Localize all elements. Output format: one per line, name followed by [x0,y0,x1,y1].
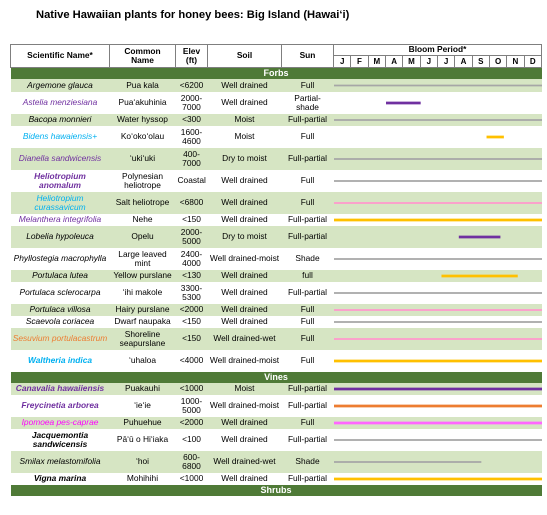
elevation-cell: 2400-4000 [176,248,208,270]
elevation-cell: <300 [176,114,208,126]
header-sun: Sun [282,45,334,68]
bloom-period-cell [334,350,542,372]
table-row [11,92,542,114]
sun-cell: Full-partial [282,282,334,304]
header-scientific-name: Scientific Name* [11,45,110,68]
common-name-cell: Pā‘ū o Hi‘iaka [110,429,176,451]
month-header: A [385,56,402,68]
table-row [11,429,542,451]
common-name-cell: Ko‘oko‘olau [110,126,176,148]
common-name-cell: Water hyssop [110,114,176,126]
bloom-bar-chart [334,126,542,148]
header-common-name: Common Name [110,45,176,68]
elevation-cell: <130 [176,270,208,282]
scientific-name-cell: Canavalia hawaiiensis [11,383,110,395]
bloom-bar-chart [334,473,542,485]
elevation-cell: 1600-4600 [176,126,208,148]
scientific-name-cell: Lobelia hypoleuca [11,226,110,248]
soil-cell: Moist [208,126,282,148]
plant-table [10,44,542,496]
section-label: Vines [11,372,542,383]
sun-cell: Full [282,192,334,214]
sun-cell: Full-partial [282,429,334,451]
soil-cell: Well drained [208,316,282,328]
scientific-name-cell: Smilax melastomifolia [11,451,110,473]
bloom-bar-chart [334,92,542,114]
elevation-cell: <6800 [176,192,208,214]
sun-cell: Shade [282,451,334,473]
month-header: N [507,56,524,68]
bloom-bar-chart [334,248,542,270]
elevation-cell: 2000-5000 [176,226,208,248]
table-row [11,350,542,372]
bloom-bar-chart [334,282,542,304]
month-header: J [420,56,437,68]
bloom-period-cell [334,473,542,485]
month-header: F [351,56,368,68]
bloom-period-cell [334,328,542,350]
table-row [11,270,542,282]
elevation-cell: 1000-5000 [176,395,208,417]
table-row [11,114,542,126]
sun-cell: Full-partial [282,226,334,248]
sun-cell: Full-partial [282,473,334,485]
sun-cell: Full [282,79,334,92]
soil-cell: Well drained [208,214,282,226]
elevation-cell: <150 [176,328,208,350]
elevation-cell: <150 [176,214,208,226]
bloom-period-cell [334,92,542,114]
sun-cell: Full [282,170,334,192]
bloom-bar-chart [334,79,542,92]
scientific-name-cell: Heliotropium anomalum [11,170,110,192]
bloom-bar-chart [334,451,542,473]
common-name-cell: ‘ie‘ie [110,395,176,417]
soil-cell: Well drained [208,304,282,316]
table-row [11,170,542,192]
elevation-cell: <1000 [176,383,208,395]
sun-cell: Full [282,350,334,372]
scientific-name-cell: Heliotropium curassavicum [11,192,110,214]
sun-cell: Full [282,417,334,429]
bloom-bar-chart [334,350,542,372]
soil-cell: Well drained [208,79,282,92]
scientific-name-cell: Vigna marina [11,473,110,485]
scientific-name-cell: Ipomoea pes-caprae [11,417,110,429]
bloom-period-cell [334,451,542,473]
sun-cell: Full [282,304,334,316]
table-row [11,214,542,226]
scientific-name-cell: Portulaca villosa [11,304,110,316]
common-name-cell: Shoreline seapurslane [110,328,176,350]
month-header: J [334,56,351,68]
elevation-cell: <4000 [176,350,208,372]
sun-cell: Partial-shade [282,92,334,114]
elevation-cell: <1000 [176,473,208,485]
month-header: M [403,56,420,68]
soil-cell: Well drained-wet [208,328,282,350]
elevation-cell: 3300-5300 [176,282,208,304]
scientific-name-cell: Waltheria indica [11,350,110,372]
scientific-name-cell: Dianella sandwicensis [11,148,110,170]
soil-cell: Moist [208,383,282,395]
soil-cell: Well drained-moist [208,350,282,372]
month-header: O [489,56,506,68]
common-name-cell: Puakauhi [110,383,176,395]
elevation-cell: <100 [176,429,208,451]
sun-cell: Shade [282,248,334,270]
bloom-period-cell [334,304,542,316]
table-row [11,328,542,350]
bloom-period-cell [334,429,542,451]
elevation-cell: Coastal [176,170,208,192]
common-name-cell: Hairy purslane [110,304,176,316]
section-row [11,485,542,496]
elevation-cell: 600-6800 [176,451,208,473]
soil-cell: Dry to moist [208,148,282,170]
sun-cell: Full-partial [282,395,334,417]
scientific-name-cell: Melanthera integrifolia [11,214,110,226]
bloom-bar-chart [334,383,542,395]
bloom-bar-chart [334,328,542,350]
table-row [11,192,542,214]
bloom-period-cell [334,214,542,226]
sun-cell: Full [282,328,334,350]
soil-cell: Well drained-moist [208,395,282,417]
scientific-name-cell: Scaevola coriacea [11,316,110,328]
month-header: M [368,56,385,68]
soil-cell: Well drained-wet [208,451,282,473]
section-row [11,372,542,383]
soil-cell: Well drained [208,473,282,485]
bloom-period-cell [334,114,542,126]
soil-cell: Well drained-moist [208,248,282,270]
month-header: J [437,56,454,68]
sun-cell: Full [282,316,334,328]
bloom-bar-chart [334,316,542,328]
table-row [11,282,542,304]
bloom-bar-chart [334,270,542,282]
soil-cell: Well drained [208,429,282,451]
common-name-cell: Mohihihi [110,473,176,485]
table-row [11,304,542,316]
bloom-bar-chart [334,170,542,192]
common-name-cell: ‘ihi makole [110,282,176,304]
bloom-bar-chart [334,148,542,170]
elevation-cell: <150 [176,316,208,328]
month-header: S [472,56,489,68]
sun-cell: Full-partial [282,214,334,226]
elevation-cell: 2000-7000 [176,92,208,114]
common-name-cell: Nehe [110,214,176,226]
header-bloom-period: Bloom Period* [334,45,542,56]
sun-cell: Full-partial [282,114,334,126]
scientific-name-cell: Freycinetia arborea [11,395,110,417]
bloom-period-cell [334,383,542,395]
bloom-bar-chart [334,114,542,126]
table-row [11,148,542,170]
bloom-period-cell [334,226,542,248]
common-name-cell: Dwarf naupaka [110,316,176,328]
scientific-name-cell: Astelia menziesiana [11,92,110,114]
section-row [11,68,542,80]
soil-cell: Dry to moist [208,226,282,248]
elevation-cell: <2000 [176,417,208,429]
bloom-period-cell [334,148,542,170]
bloom-bar-chart [334,429,542,451]
bloom-period-cell [334,395,542,417]
bloom-period-cell [334,417,542,429]
scientific-name-cell: Argemone glauca [11,79,110,92]
table-body [11,68,542,497]
sun-cell: Full-partial [282,383,334,395]
soil-cell: Well drained [208,282,282,304]
soil-cell: Well drained [208,170,282,192]
common-name-cell: Pua kala [110,79,176,92]
bloom-period-cell [334,79,542,92]
bloom-period-cell [334,126,542,148]
header-elevation: Elev (ft) [176,45,208,68]
bloom-period-cell [334,170,542,192]
page-title: Native Hawaiian plants for honey bees: Big Island (Hawai‘i) [36,9,350,21]
common-name-cell: Salt heliotrope [110,192,176,214]
month-header: D [524,56,541,68]
sun-cell: Full [282,126,334,148]
month-header: A [455,56,472,68]
scientific-name-cell: Phyllostegia macrophylla [11,248,110,270]
soil-cell: Well drained [208,270,282,282]
scientific-name-cell: Bacopa monnieri [11,114,110,126]
common-name-cell: Large leaved mint [110,248,176,270]
bloom-bar-chart [334,192,542,214]
bloom-bar-chart [334,226,542,248]
table-row [11,395,542,417]
table-row [11,383,542,395]
soil-cell: Well drained [208,92,282,114]
elevation-cell: 400-7000 [176,148,208,170]
soil-cell: Well drained [208,192,282,214]
common-name-cell: ‘hoi [110,451,176,473]
scientific-name-cell: Sesuvium portulacastrum [11,328,110,350]
common-name-cell: Puhuehue [110,417,176,429]
scientific-name-cell: Portulaca sclerocarpa [11,282,110,304]
sun-cell: full [282,270,334,282]
elevation-cell: <6200 [176,79,208,92]
common-name-cell: ‘uhaloa [110,350,176,372]
bloom-bar-chart [334,304,542,316]
table-row [11,473,542,485]
table-row [11,316,542,328]
scientific-name-cell: Jacquemontia sandwicensis [11,429,110,451]
bloom-period-cell [334,270,542,282]
table-row [11,126,542,148]
common-name-cell: Yellow purslane [110,270,176,282]
scientific-name-cell: Bidens hawaiensis+ [11,126,110,148]
elevation-cell: <2000 [176,304,208,316]
bloom-bar-chart [334,417,542,429]
bloom-period-cell [334,316,542,328]
table-row [11,451,542,473]
section-label: Shrubs [11,485,542,496]
sun-cell: Full-partial [282,148,334,170]
table-row [11,417,542,429]
section-label: Forbs [11,68,542,80]
header-soil: Soil [208,45,282,68]
bloom-bar-chart [334,214,542,226]
common-name-cell: ‘uki‘uki [110,148,176,170]
soil-cell: Moist [208,114,282,126]
table-row [11,248,542,270]
common-name-cell: Opelu [110,226,176,248]
soil-cell: Well drained [208,417,282,429]
bloom-period-cell [334,248,542,270]
scientific-name-cell: Portulaca lutea [11,270,110,282]
bloom-period-cell [334,282,542,304]
table-row [11,226,542,248]
table-row [11,79,542,92]
bloom-bar-chart [334,395,542,417]
common-name-cell: Pua‘akuhinia [110,92,176,114]
bloom-period-cell [334,192,542,214]
common-name-cell: Polynesian heliotrope [110,170,176,192]
